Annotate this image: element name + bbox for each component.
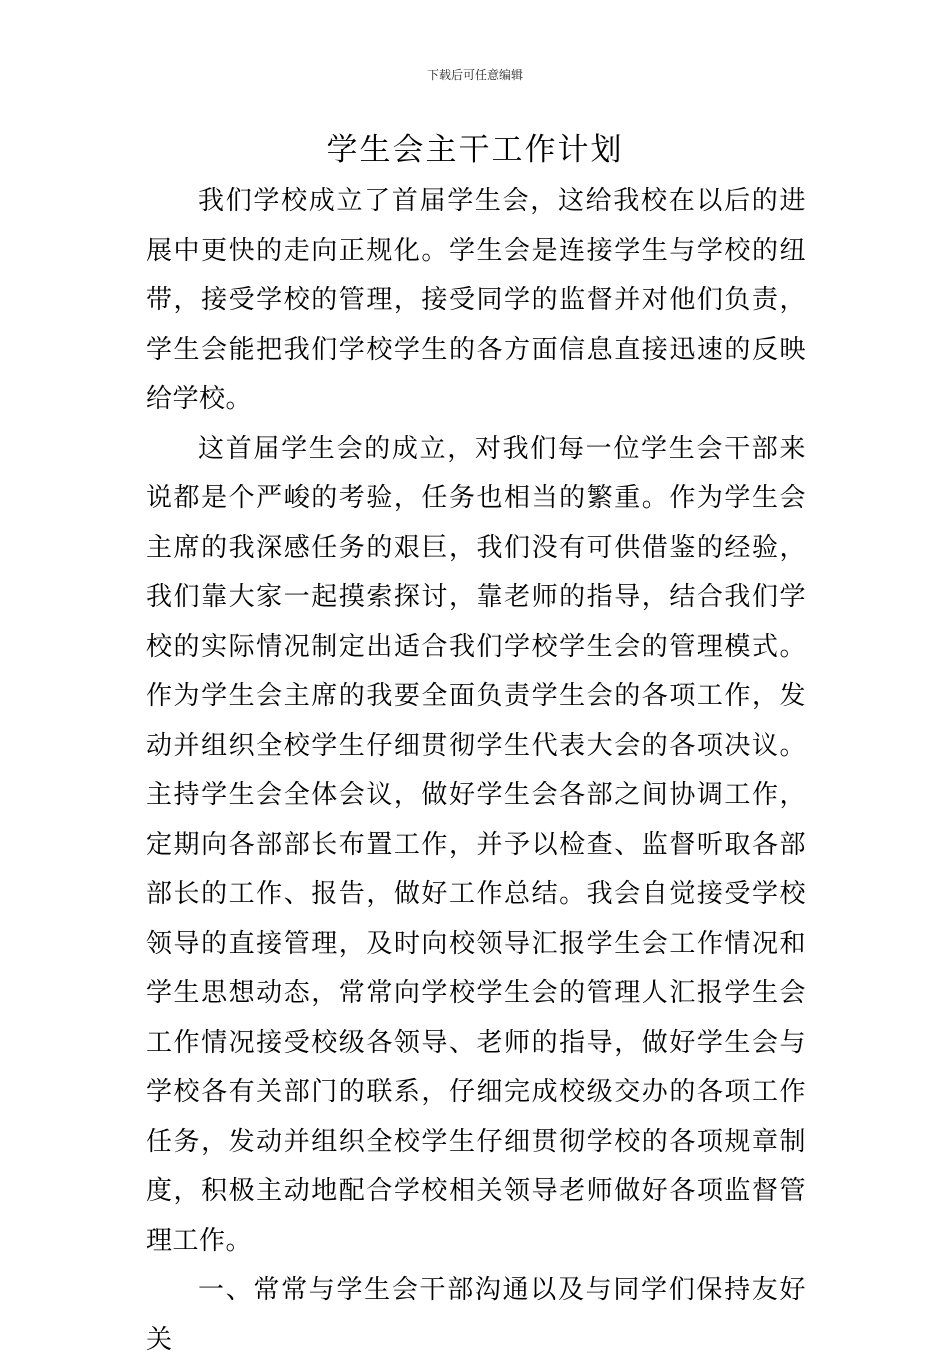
header-note: 下载后可任意编辑 (426, 68, 523, 82)
document-body (146, 177, 806, 1365)
paragraph-2: 这首届学生会的成立，对我们每一位学生会干部来说都是个严峻的考验，任务也相当的繁重。作为学生会主席的我深感任务的艰巨，我们没有可供借鉴的经验，我们靠大家一起摸索探讨，靠老师的指导，结合我们学校的实际情况制定出适合我们学校学生会的管理模式。作为学生会主席的我要全面负责学生会的各项工作，发动并组织全校学生仔细贯彻学生代表大会的各项决议。主持学生会全体会议，做好学生会各部之间协调工作，定期向各部部长布置工作，并予以检查、监督听取各部部长的工作、报告，做好工作总结。我会自觉接受学校领导的直接管理，及时向校领导汇报学生会工作情况和学生思想动态，常常向学校学生会的管理人汇报学生会工作情况接受校级各领导、老师的指导，做好学生会与学校各有关部门的联系，仔细完成校级交办的各项工作任务，发动并组织全校学生仔细贯彻学校的各项规章制度，积极主动地配合学校相关领导老师做好各项监督管理工作。 (146, 433, 806, 1256)
paragraph-1: 我们学校成立了首届学生会，这给我校在以后的进展中更快的走向正规化。学生会是连接学生与学校的纽带，接受学校的管理，接受同学的监督并对他们负责，学生会能把我们学校学生的各方面信息直接迅速的反映给学校。 (146, 186, 806, 414)
paragraph-3: 一、常常与学生会干部沟通以及与同学们保持友好关 (146, 1275, 806, 1355)
document-title: 学生会主干工作计划 (326, 132, 624, 168)
